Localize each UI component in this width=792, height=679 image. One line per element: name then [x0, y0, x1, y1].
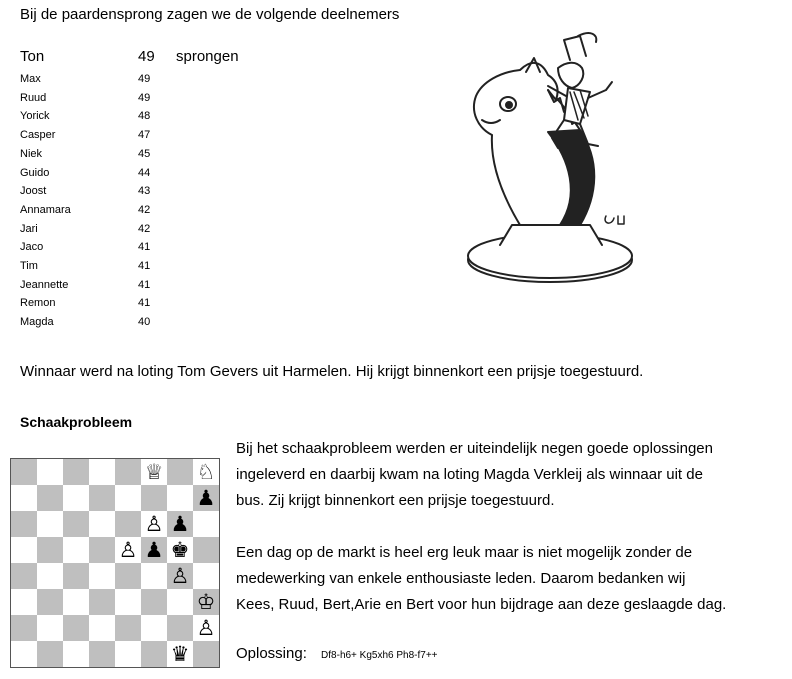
white-pawn-icon: ♙: [170, 563, 190, 588]
board-square-b6: [37, 511, 63, 537]
board-square-e1: [115, 641, 141, 667]
board-square-e8: [115, 459, 141, 485]
board-square-b5: [37, 537, 63, 563]
board-square-b2: [37, 615, 63, 641]
board-square-g2: [167, 615, 193, 641]
participant-name: Casper: [20, 129, 56, 142]
participant-score: 44: [138, 166, 151, 179]
board-square-g6: [167, 511, 193, 537]
board-square-a1: [11, 641, 37, 667]
participant-row: [20, 279, 260, 298]
board-square-c6: [63, 511, 89, 537]
board-square-d6: [89, 511, 115, 537]
black-pawn-icon: ♟: [144, 537, 164, 562]
board-square-f4: [141, 563, 167, 589]
white-knight-icon: ♘: [196, 459, 216, 484]
board-square-f6: [141, 511, 167, 537]
board-square-h3: [193, 589, 219, 615]
board-square-c1: [63, 641, 89, 667]
board-square-e5: [115, 537, 141, 563]
paragraph-line: Een dag op de markt is heel erg leuk maar is niet mogelijk zonder de: [236, 544, 693, 561]
board-square-b1: [37, 641, 63, 667]
participant-name: Jaco: [20, 241, 44, 254]
board-square-c7: [63, 485, 89, 511]
board-square-a3: [11, 589, 37, 615]
board-square-g4: [167, 563, 193, 589]
participant-name: Jari: [20, 222, 38, 235]
participant-name: Annamara: [20, 203, 71, 216]
board-square-e2: [115, 615, 141, 641]
chess-board: [10, 458, 220, 668]
participant-score: 49: [138, 91, 151, 104]
board-square-a7: [11, 485, 37, 511]
participant-row: [20, 297, 260, 316]
knight-rider-illustration: [430, 20, 640, 315]
participant-row: [20, 73, 260, 92]
puzzle-heading: Schaakprobleem: [20, 414, 133, 430]
market-paragraph: [236, 540, 788, 618]
black-king-icon: ♚: [170, 537, 190, 562]
participant-row: [20, 167, 260, 186]
board-square-a8: [11, 459, 37, 485]
winner-text: Winnaar werd na loting Tom Gevers uit Harmelen. Hij krijgt binnenkort een prijsje toegestuurd.: [20, 363, 644, 380]
paragraph-line: Kees, Ruud, Bert,Arie en Bert voor hun bijdrage aan deze geslaagde dag.: [236, 596, 727, 613]
paragraph-line: ingeleverd en daarbij kwam na loting Magda Verkleij als winnaar uit de: [236, 466, 703, 483]
score-unit: sprongen: [176, 48, 239, 65]
participant-score: 42: [138, 222, 151, 235]
intro-text: Bij de paardensprong zagen we de volgende deelnemers: [20, 6, 400, 23]
board-square-g5: [167, 537, 193, 563]
board-square-b4: [37, 563, 63, 589]
board-square-h4: [193, 563, 219, 589]
board-square-g7: [167, 485, 193, 511]
board-square-f7: [141, 485, 167, 511]
white-pawn-icon: ♙: [196, 615, 216, 640]
participant-row: [20, 129, 260, 148]
board-square-c5: [63, 537, 89, 563]
board-square-a6: [11, 511, 37, 537]
participant-row: [20, 223, 260, 242]
participant-name: Niek: [20, 147, 43, 160]
board-square-c8: [63, 459, 89, 485]
board-square-d7: [89, 485, 115, 511]
board-square-a5: [11, 537, 37, 563]
white-queen-icon: ♕: [144, 459, 164, 484]
board-square-e3: [115, 589, 141, 615]
board-square-d3: [89, 589, 115, 615]
participant-name: Magda: [20, 316, 54, 329]
participant-name: Yorick: [20, 110, 50, 123]
board-square-g1: [167, 641, 193, 667]
participant-name: Ton: [20, 48, 45, 65]
participant-name: Ruud: [20, 91, 47, 104]
board-square-d1: [89, 641, 115, 667]
board-square-e7: [115, 485, 141, 511]
solution-label: Oplossing:: [236, 645, 307, 662]
paragraph-line: Bij het schaakprobleem werden er uiteindelijk negen goede oplossingen: [236, 440, 713, 457]
participant-score: 41: [138, 297, 151, 310]
participant-row: [20, 110, 260, 129]
board-square-b3: [37, 589, 63, 615]
participant-score: 45: [138, 147, 151, 160]
board-square-f2: [141, 615, 167, 641]
board-square-d5: [89, 537, 115, 563]
participant-name: Joost: [20, 185, 47, 198]
board-square-h8: [193, 459, 219, 485]
participant-score: 43: [138, 185, 151, 198]
board-square-a2: [11, 615, 37, 641]
board-square-c4: [63, 563, 89, 589]
solution-moves: Df8-h6+ Kg5xh6 Ph8-f7++: [321, 650, 438, 661]
board-square-f1: [141, 641, 167, 667]
participant-score: 40: [138, 316, 151, 329]
participant-row: [20, 316, 260, 335]
board-square-c2: [63, 615, 89, 641]
participant-name: Guido: [20, 166, 50, 179]
board-square-e4: [115, 563, 141, 589]
white-pawn-icon: ♙: [144, 511, 164, 536]
participant-name: Jeannette: [20, 278, 69, 291]
board-square-e6: [115, 511, 141, 537]
paragraph-line: bus. Zij krijgt binnenkort een prijsje toegestuurd.: [236, 492, 555, 509]
participant-name: Remon: [20, 297, 56, 310]
participant-score: 47: [138, 129, 151, 142]
solution-line: [236, 645, 438, 662]
participant-row: [20, 148, 260, 167]
white-king-icon: ♔: [196, 589, 216, 614]
participant-score: 41: [138, 278, 151, 291]
black-pawn-icon: ♟: [170, 511, 190, 536]
board-square-d2: [89, 615, 115, 641]
participant-score: 49: [138, 73, 151, 85]
top-entry: [20, 48, 260, 67]
board-square-c3: [63, 589, 89, 615]
puzzle-paragraph: [236, 436, 788, 514]
white-pawn-icon: ♙: [118, 537, 138, 562]
paragraph-line: medewerking van enkele enthousiaste leden. Daarom bedanken wij: [236, 570, 686, 587]
board-square-f8: [141, 459, 167, 485]
board-square-h2: [193, 615, 219, 641]
participant-row: [20, 204, 260, 223]
board-square-g3: [167, 589, 193, 615]
board-square-g8: [167, 459, 193, 485]
participant-row: [20, 92, 260, 111]
participant-name: Tim: [20, 260, 38, 272]
board-square-d4: [89, 563, 115, 589]
participant-score: 42: [138, 203, 151, 216]
board-square-h5: [193, 537, 219, 563]
board-square-b7: [37, 485, 63, 511]
black-queen-icon: ♛: [170, 641, 190, 666]
board-square-h7: [193, 485, 219, 511]
board-square-h6: [193, 511, 219, 537]
black-pawn-icon: ♟: [196, 485, 216, 510]
participant-row: [20, 260, 260, 279]
participant-row: [20, 241, 260, 260]
board-square-h1: [193, 641, 219, 667]
participant-name: Max: [20, 73, 41, 85]
board-square-d8: [89, 459, 115, 485]
board-square-f3: [141, 589, 167, 615]
participant-score: 48: [138, 110, 151, 123]
board-square-a4: [11, 563, 37, 589]
board-square-b8: [37, 459, 63, 485]
participant-score: 41: [138, 241, 151, 254]
participant-score: 49: [138, 48, 155, 65]
participant-score: 41: [138, 260, 151, 272]
participant-row: [20, 185, 260, 204]
board-square-f5: [141, 537, 167, 563]
